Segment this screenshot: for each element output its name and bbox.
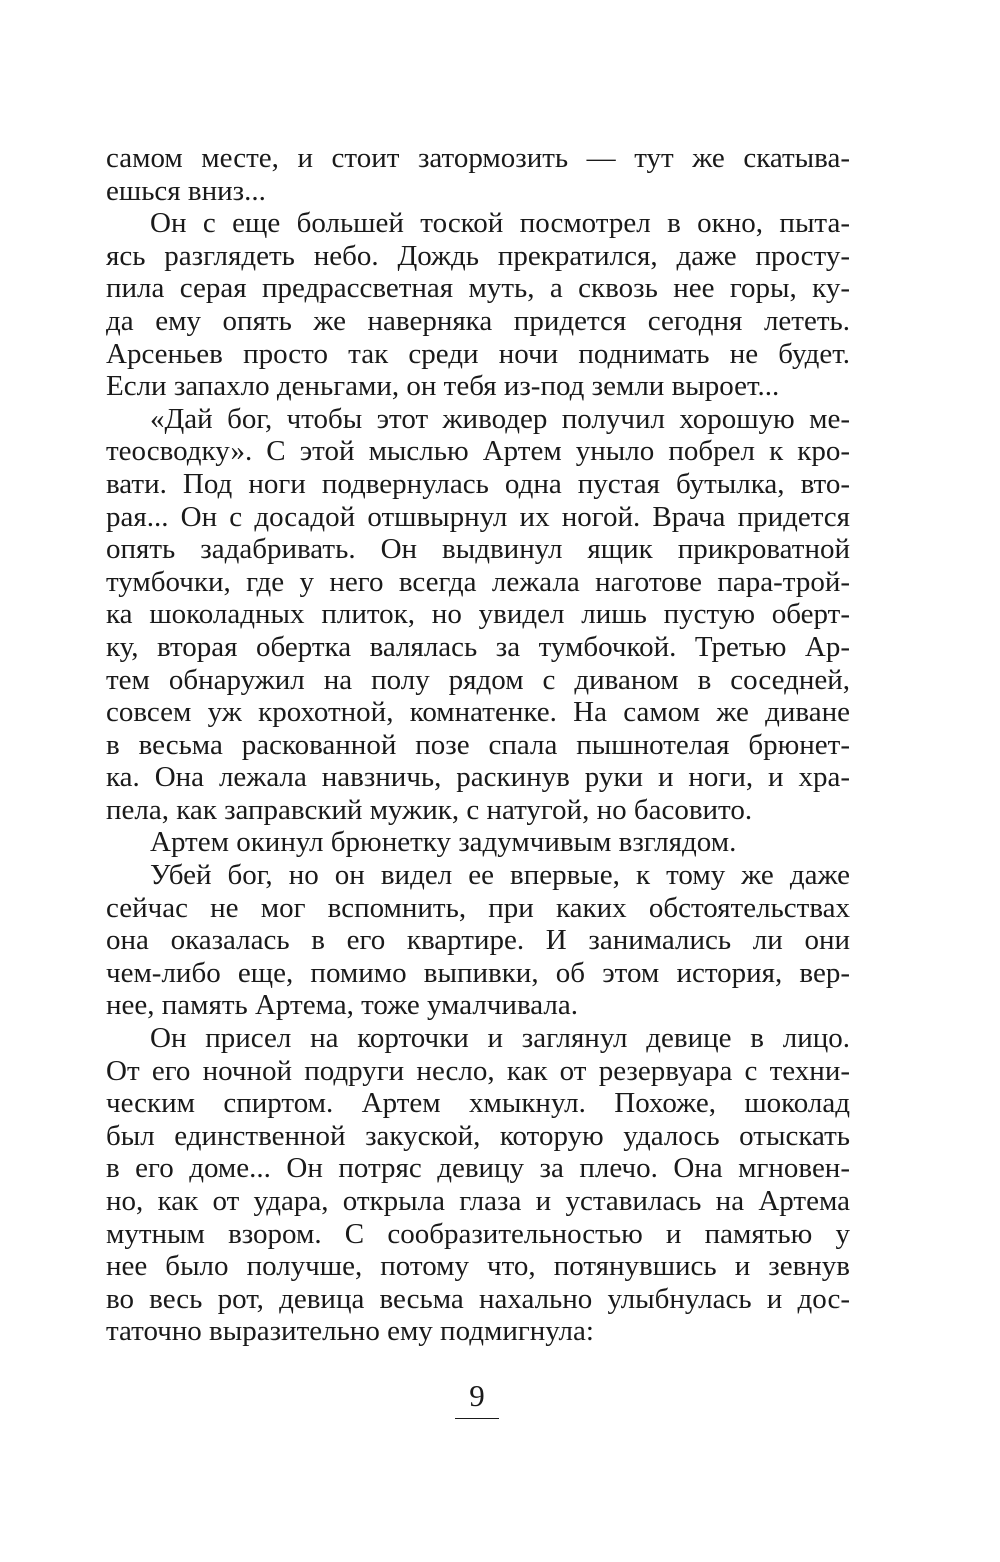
text-line: От его ночной подруги несло, как от резервуара с техни-	[106, 1054, 850, 1087]
text-line: «Дай бог, чтобы этот живодер получил хорошую ме-	[150, 402, 850, 435]
text-line: вати. Под ноги подвернулась одна пустая бутылка, вто-	[106, 467, 850, 500]
text-line: опять задабривать. Он выдвинул ящик прикроватной	[106, 533, 850, 566]
text-line: тем обнаружил на полу рядом с диваном в соседней,	[106, 663, 850, 696]
page-body	[106, 142, 850, 1348]
page-number-rule	[455, 1418, 499, 1419]
text-line: рая... Он с досадой отшвырнул их ногой. Врача придется	[106, 500, 850, 533]
text-line: в его доме... Он потряс девицу за плечо. Она мгновен-	[106, 1152, 850, 1185]
text-line: она оказалась в его квартире. И занимались ли они	[106, 924, 850, 957]
text-line: мутным взором. С сообразительностью и памятью у	[106, 1217, 850, 1250]
text-line: ка шоколадных плиток, но увидел лишь пустую оберт-	[106, 598, 850, 631]
text-line: пила серая предрассветная муть, а сквозь нее горы, ку-	[106, 272, 850, 305]
text-line: Он присел на корточки и заглянул девице в лицо.	[150, 1022, 850, 1055]
text-line: Если запахло деньгами, он тебя из-под земли выроет...	[106, 370, 780, 403]
text-line: да ему опять же наверняка придется сегодня лететь.	[106, 304, 850, 337]
text-line: во весь рот, девица весьма нахально улыбнулась и дос-	[106, 1282, 850, 1315]
text-line: нее, память Артема, тоже умалчивала.	[106, 989, 578, 1022]
text-line: ясь разглядеть небо. Дождь прекратился, даже просту-	[106, 239, 850, 272]
text-line: ешься вниз...	[106, 174, 266, 207]
text-line: сейчас не мог вспомнить, при каких обстоятельствах	[106, 891, 850, 924]
text-line: теосводку». С этой мыслью Артем уныло побрел к кро-	[106, 435, 850, 468]
text-line: но, как от удара, открыла глаза и уставилась на Артема	[106, 1185, 850, 1217]
text-line: совсем уж крохотной, комнатенке. На самом же диване	[106, 696, 850, 729]
text-line: пела, как заправский мужик, с натугой, но басовито.	[106, 793, 753, 826]
text-line: чем-либо еще, помимо выпивки, об этом история, вер-	[106, 956, 850, 989]
text-line: ческим спиртом. Артем хмыкнул. Похоже, шоколад	[106, 1087, 850, 1120]
text-line: самом месте, и стоит затормозить — тут же скатыва-	[106, 142, 850, 174]
text-line: Артем окинул брюнетку задумчивым взглядом.	[150, 826, 737, 859]
text-line: Он с еще большей тоской посмотрел в окно, пыта-	[150, 207, 850, 240]
text-line: Арсеньев просто так среди ночи поднимать не будет.	[106, 337, 850, 370]
text-line: тумбочки, где у него всегда лежала наготове пара-трой-	[106, 565, 850, 598]
text-line: таточно выразительно ему подмигнула:	[106, 1315, 594, 1348]
page-number: 9	[469, 1378, 485, 1413]
text-line: ку, вторая обертка валялась за тумбочкой. Третью Ар-	[106, 630, 850, 663]
text-line: Убей бог, но он видел ее впервые, к тому же даже	[150, 859, 850, 892]
text-line: был единственной закуской, которую удалось отыскать	[106, 1119, 850, 1152]
text-line: ка. Она лежала навзничь, раскинув руки и ноги, и хра-	[106, 761, 850, 794]
text-line: в весьма раскованной позе спала пышнотелая брюнет-	[106, 728, 850, 761]
text-line: нее было получше, потому что, потянувшись и зевнув	[106, 1250, 850, 1283]
